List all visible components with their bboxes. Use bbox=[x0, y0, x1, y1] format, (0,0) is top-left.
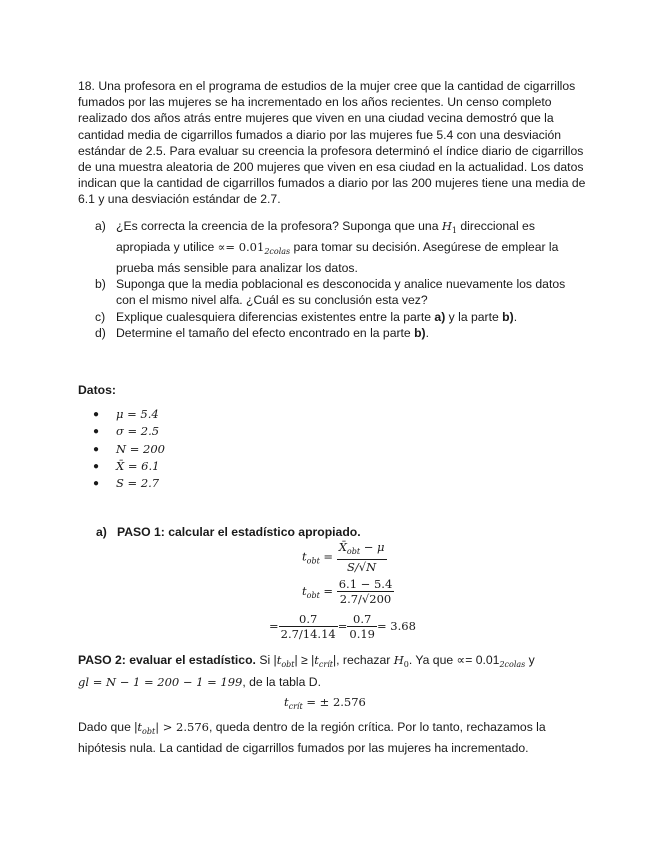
equation-3: = $\frac{0.7}{2.7/14.14}$ = $\frac{0.7}{0.19}$ = 3.68 bbox=[269, 612, 416, 641]
question-list bbox=[78, 218, 588, 341]
datos-item: ● μ = 5.4 bbox=[93, 407, 159, 421]
equation-2: $t_{obt}$ = $\frac{6.1 - 5.4}{2.7/√200}$ bbox=[302, 577, 393, 606]
datos-item: ● σ = 2.5 bbox=[93, 424, 160, 439]
datos-heading: Datos: bbox=[78, 383, 116, 397]
datos-item: ● X̄ = 6.1 bbox=[93, 458, 160, 473]
problem-statement: 18. Una profesora en el programa de estudios de la mujer cree que la cantidad de cigarrillos fumados por las mujeres se ha incrementado en los años recientes. Un censo completo realizado dos años atrás entre mujeres que viven en una ciudad vecina demostró que la cantidad media de cigarrillos fumados a diario por las mujeres fue 5.4 con una desviación estándar de 2.5. Para evaluar su creencia la profesora determinó el índice diario de cigarrillos de una muestra aleatoria de 200 mujeres que viven en esa ciudad en la actualidad. Los datos indican que la cantidad de cigarrillos fumados a diario por las 200 mujeres tiene una media de 6.1 y una desviación estándar de 2.7. bbox=[78, 79, 586, 207]
question-c: c) Explique cualesquiera diferencias existentes entre la parte a) y la parte b). bbox=[95, 309, 518, 324]
datos-item: ● S = 2.7 bbox=[93, 476, 160, 491]
conclusion-paragraph: Dado que $|t_{obt}| > 2.576$, queda dentro de la región crítica. Por lo tanto, rechazamos la hipótesis nula. La cantidad de cigarrillos fumados por las mujeres ha incrementado. bbox=[78, 720, 546, 756]
problem-block bbox=[78, 78, 588, 341]
t-critical: $t_{crít}$ = ± 2.576 bbox=[284, 695, 366, 711]
datos-item: ● N = 200 bbox=[93, 441, 165, 456]
equation-1: $t_{obt}$ = $\frac{X̄_{obt} - \mu}{S/√N}$ bbox=[302, 540, 385, 574]
datos-list bbox=[93, 406, 165, 492]
paso2-paragraph: PASO 2: evaluar el estadístico. Si $|t_{obt}| \ge |t_{crít}|$, rechazar $H_0$. Ya que ∝= $0.01_{2colas}$ y gl = N − 1 = 200 − 1 = 199, de la tabla D. bbox=[78, 653, 535, 689]
question-d: d) Determine el tamaño del efecto encontrado en la parte b). bbox=[95, 325, 430, 340]
paso1-heading: a) PASO 1: calcular el estadístico apropiado. bbox=[96, 525, 361, 539]
question-b: b) Suponga que la media poblacional es desconocida y analice nuevamente los datos con el mismo nivel alfa. ¿Cuál es su conclusión esta vez? bbox=[95, 277, 566, 308]
question-a: a) ¿Es correcta la creencia de la profesora? Suponga que una $H_1$ direccional es apropiada y utilice ∝= $0.01_{2colas}$ para tomar su decisión. Asegúrese de emplear la prueba más sensible para analizar los datos. bbox=[95, 218, 559, 276]
